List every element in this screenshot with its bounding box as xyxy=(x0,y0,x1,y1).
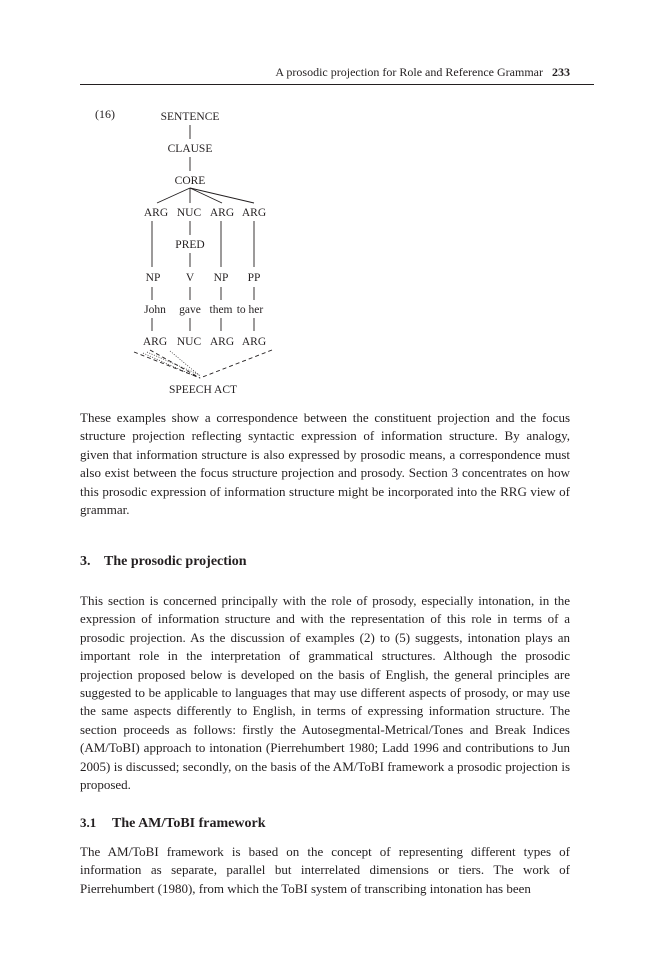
section-number: 3. xyxy=(80,554,91,569)
speech-act-link xyxy=(134,352,200,378)
node-arg: ARG xyxy=(241,207,267,219)
node-np: NP xyxy=(145,272,161,284)
node-arg: ARG xyxy=(143,207,169,219)
focus-link xyxy=(143,353,197,377)
running-head-title: A prosodic projection for Role and Reference Grammar xyxy=(275,65,543,79)
node-pp: PP xyxy=(247,272,261,284)
subsection-heading xyxy=(80,815,265,832)
word: John xyxy=(144,304,166,316)
node-v: V xyxy=(185,272,195,284)
tree-edge xyxy=(190,188,254,203)
tree-diagram xyxy=(0,0,650,400)
page-number: 233 xyxy=(552,65,570,79)
node-speech-act: SPEECH ACT xyxy=(168,384,238,396)
tree-edge xyxy=(157,188,190,203)
node-nuc: NUC xyxy=(176,336,202,348)
paragraph: These examples show a correspondence between the constituent projection and the focus structure projection reflecting syntactic expression of information structure. By analogy, given that information structure is also expressed by prosodic means, a correspondence must also exist between the focus structure projection and prosody. Section 3 concentrates on how this prosodic expression of information structure might be incorporated into the RRG view of grammar. xyxy=(80,410,570,518)
section-heading xyxy=(80,554,247,570)
word: them xyxy=(209,304,233,316)
paragraph: The AM/ToBI framework is based on the concept of representing different types of information as separate, parallel but interrelated dimensions or tiers. The work of Pierrehumbert (1980), from which the ToBI system of transcribing intonation has been xyxy=(80,844,570,896)
section-title: The prosodic projection xyxy=(104,554,247,569)
focus-link xyxy=(170,351,200,376)
tree-edge xyxy=(190,188,222,203)
example-number: (16) xyxy=(95,107,115,121)
node-np: NP xyxy=(213,272,229,284)
node-arg: ARG xyxy=(241,336,267,348)
node-arg: ARG xyxy=(209,336,235,348)
node-sentence: SENTENCE xyxy=(160,111,220,123)
node-clause: CLAUSE xyxy=(167,143,213,155)
node-core: CORE xyxy=(174,175,206,187)
node-pred: PRED xyxy=(175,239,205,251)
node-arg: ARG xyxy=(209,207,235,219)
paragraph: This section is concerned principally with the role of prosody, especially intonation, in the expression of information structure and with the representation of this role in terms of a prosodic projection. As the discussion of examples (2) to (5) suggests, intonation plays an important role in the interpretation of grammatical structures. Although the prosodic projection proposed below is developed on the basis of English, the general principles are suggested to be applicable to languages that may use different aspects of prosody, or may use the same aspects differently to English, in terms of expressing information structure. The section proceeds as follows: firstly the Autosegmental-Metrical/Tones and Break Indices (AM/ToBI) approach to intonation (Pierrehumbert 1980; Ladd 1996 and contributions to Jun 2005) is discussed; secondly, on the basis of the AM/ToBI framework a prosodic projection is proposed. xyxy=(80,593,570,793)
subsection-number: 3.1 xyxy=(80,815,97,830)
node-arg: ARG xyxy=(142,336,168,348)
subsection-title: The AM/ToBI framework xyxy=(112,816,266,831)
speech-act-link xyxy=(200,350,272,378)
word: to her xyxy=(236,304,264,316)
word: gave xyxy=(179,304,201,316)
node-nuc: NUC xyxy=(176,207,202,219)
focus-link xyxy=(147,352,200,375)
